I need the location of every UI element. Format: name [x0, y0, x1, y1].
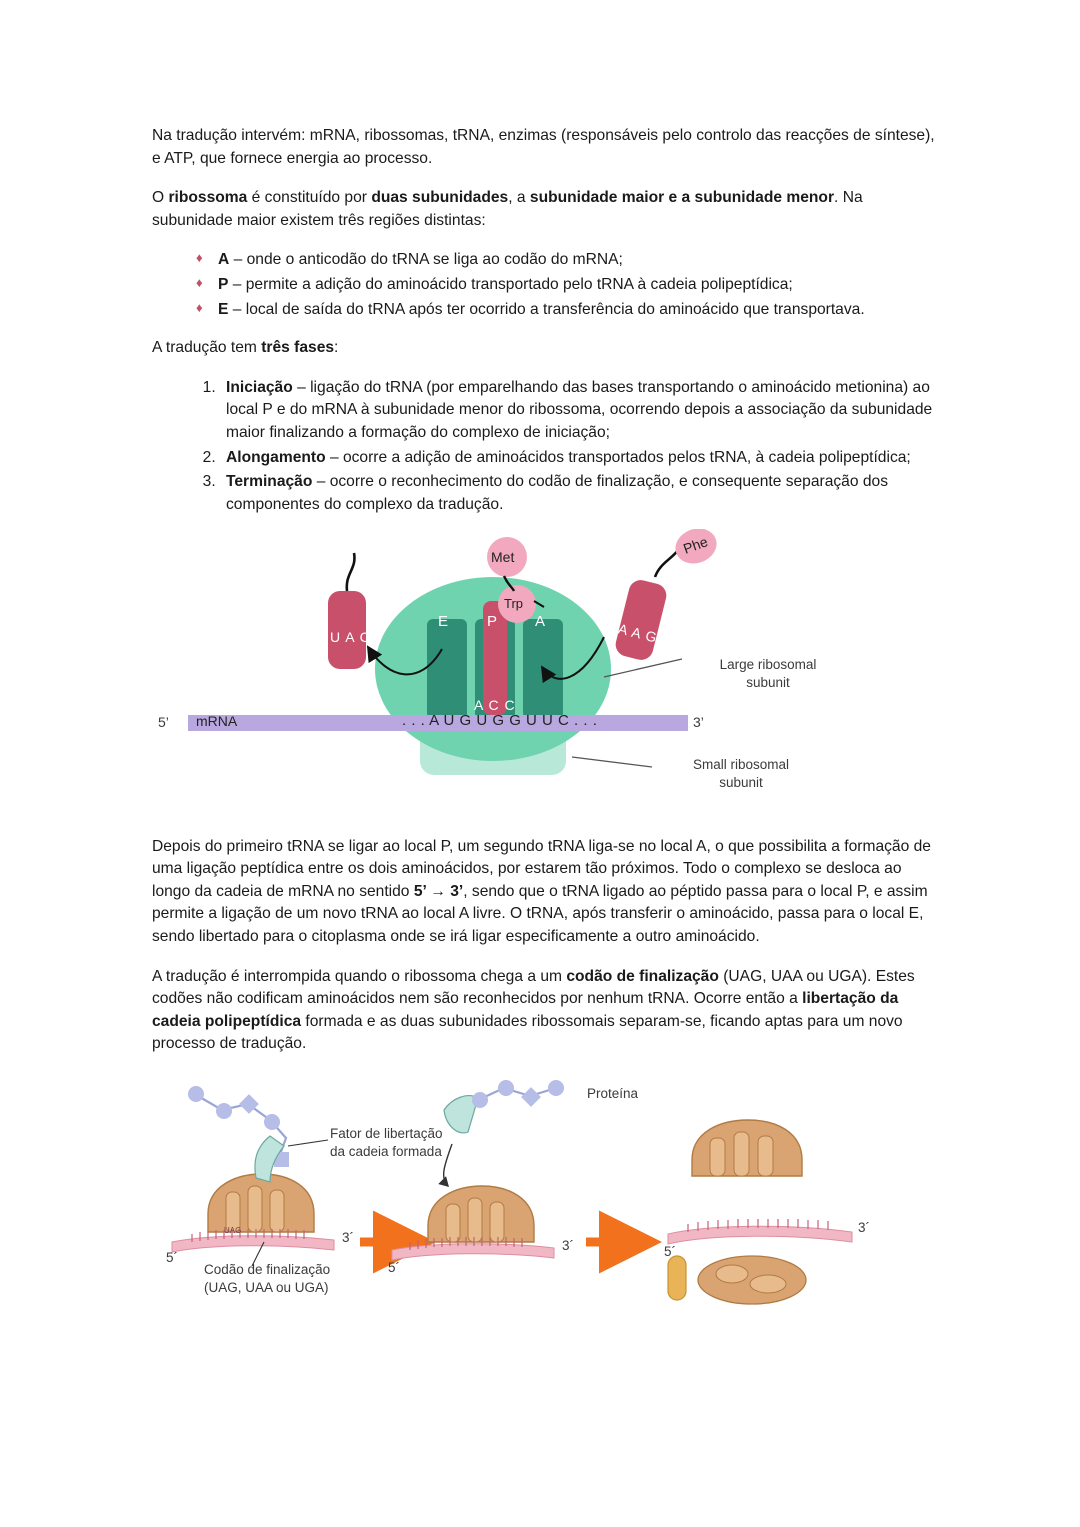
label-large-subunit-line2: subunit	[746, 674, 790, 690]
text-fragment: é constituído por	[247, 189, 372, 207]
list-item	[196, 249, 936, 272]
label-site-E: E	[438, 612, 449, 630]
paragraph-phases-intro	[152, 337, 936, 360]
site-text: – onde o anticodão do tRNA se liga ao codão do mRNA;	[229, 251, 623, 269]
label-site-A: A	[535, 612, 546, 630]
site-letter: P	[218, 276, 229, 294]
list-translation-phases	[152, 377, 936, 517]
label-site-P: P	[487, 612, 498, 630]
phase-name: Alongamento	[226, 448, 326, 466]
label-anticodon-center: A C C	[474, 696, 516, 713]
label-stop-codon-line2: (UAG, UAA ou UGA)	[204, 1280, 329, 1296]
paragraph-intro: Na tradução intervém: mRNA, ribossomas, tRNA, enzimas (responsáveis pelo controlo das reacções de síntese), e ATP, que fornece energia ao processo.	[152, 127, 935, 167]
label-5prime-stage1: 5´	[166, 1250, 179, 1266]
site-letter: A	[218, 251, 230, 269]
label-3prime-stage3: 3´	[858, 1220, 871, 1236]
list-item	[220, 471, 936, 516]
site-text: – local de saída do tRNA após ter ocorrido a transferência do aminoácido que transportava.	[228, 300, 865, 318]
label-release-factor-line1: Fator de libertação	[330, 1126, 443, 1142]
list-ribosome-sites	[152, 249, 936, 321]
text-fragment: A tradução é interrompida quando o ribossoma chega a um	[152, 967, 567, 985]
text-bold-subunidades: subunidade maior e a subunidade menor	[529, 189, 835, 207]
paragraph-termination	[152, 966, 936, 1056]
label-anticodon-right: A A G	[616, 619, 660, 646]
text-bold-tres-fases: três fases	[261, 339, 335, 357]
label-stop-codon-bases: UAG	[224, 1226, 242, 1236]
label-aa-trp: Trp	[504, 595, 524, 611]
stage-3	[668, 1120, 852, 1304]
label-mrna-sequence: . . . A U G U G G U U C . . .	[402, 711, 598, 729]
label-3prime-stage1: 3´	[342, 1230, 355, 1246]
text-fragment: A tradução tem	[152, 339, 262, 357]
trna-entering-right	[613, 549, 679, 662]
text-fragment: formada e as duas subunidades ribossomais separam-se, ficando aptas para um novo processo de tradução.	[152, 1012, 903, 1053]
list-item	[220, 447, 936, 470]
label-stop-codon-line1: Codão de finalização	[204, 1262, 331, 1278]
phase-text: – ocorre a adição de aminoácidos transportados pelos tRNA, à cadeia polipeptídica;	[325, 448, 911, 466]
document-content	[152, 125, 936, 1314]
label-3-prime: 3’	[693, 713, 704, 730]
label-5prime-stage2: 5´	[388, 1260, 401, 1276]
text-bold-duas-subunidades: duas subunidades	[371, 189, 509, 207]
leader-large	[604, 659, 682, 677]
label-3prime-stage2: 3´	[562, 1238, 575, 1254]
trna-exiting-left	[328, 553, 366, 669]
site-E-shape	[427, 619, 467, 719]
stage-2	[392, 1080, 564, 1260]
text-fragment: O	[152, 189, 169, 207]
stage-1	[172, 1086, 334, 1266]
label-large-subunit-line1: Large ribosomal	[719, 656, 817, 672]
text-bold-release: libertação da cadeia polipeptídica	[152, 990, 899, 1030]
leader-small	[572, 757, 652, 767]
label-small-subunit-line2: subunit	[719, 774, 763, 790]
figure-ribosome-diagram	[152, 529, 936, 814]
phase-name: Terminação	[226, 473, 313, 491]
paragraph-ribosome	[152, 187, 936, 232]
list-item	[220, 377, 936, 445]
phase-text: – ligação do tRNA (por emparelhando das bases transportando o aminoácido metionina) ao local P e do mRNA à subunidade menor do ribossoma, ocorrendo depois a associação da subunidade maior finalizando a formação do complexo de iniciação;	[226, 378, 933, 442]
termination-svg	[152, 1074, 936, 1314]
label-anticodon-left: U A C	[330, 628, 371, 645]
phase-name: Iniciação	[226, 378, 293, 396]
text-bold-direction: 5’ → 3’	[413, 882, 464, 900]
site-letter: E	[218, 300, 229, 318]
site-text: – permite a adição do aminoácido transportado pelo tRNA à cadeia polipeptídica;	[228, 276, 793, 294]
text-fragment: , a	[508, 189, 530, 207]
text-fragment: :	[334, 339, 339, 357]
phase-text: – ocorre o reconhecimento do codão de finalização, e consequente separação dos componentes do complexo da tradução.	[226, 473, 888, 513]
label-aa-phe: Phe	[681, 532, 710, 557]
label-release-factor-line2: da cadeia formada	[330, 1144, 442, 1160]
list-item	[196, 274, 936, 297]
label-aa-met: Met	[491, 548, 515, 565]
text-bold-stop-codon: codão de finalização	[566, 967, 719, 985]
figure-termination-diagram	[152, 1074, 936, 1314]
paragraph-elongation	[152, 836, 936, 949]
text-fragment: . Na subunidade maior existem três regiões distintas:	[152, 189, 863, 229]
label-mrna: mRNA	[196, 712, 238, 729]
text-bold-ribossoma: ribossoma	[168, 189, 248, 207]
label-5prime-stage3: 5´	[664, 1244, 677, 1260]
label-protein: Proteína	[587, 1086, 639, 1102]
text-fragment: , sendo que o tRNA ligado ao péptido passa para o local P, e assim permite a ligação de um novo tRNA ao local A livre. O tRNA, após transferir o aminoácido, passa para o local E, sendo libertado para o citoplasma onde se irá ligar especificamente a outro aminoácido.	[152, 882, 928, 945]
text-fragment: (UAG, UAA ou UGA). Estes codões não codificam aminoácidos nem são reconhecidos por nenhum tRNA. Ocorre então a	[152, 967, 915, 1008]
text-fragment: Depois do primeiro tRNA se ligar ao local P, um segundo tRNA liga-se no local A, o que possibilita a formação de uma ligação peptídica entre os dois aminoácidos, por estarem tão próximos. Todo o complexo se desloca ao longo da cadeia de mRNA no sentido	[152, 837, 931, 900]
list-item	[196, 299, 936, 322]
label-small-subunit-line1: Small ribosomal	[692, 756, 790, 772]
label-5-prime: 5’	[158, 713, 169, 730]
